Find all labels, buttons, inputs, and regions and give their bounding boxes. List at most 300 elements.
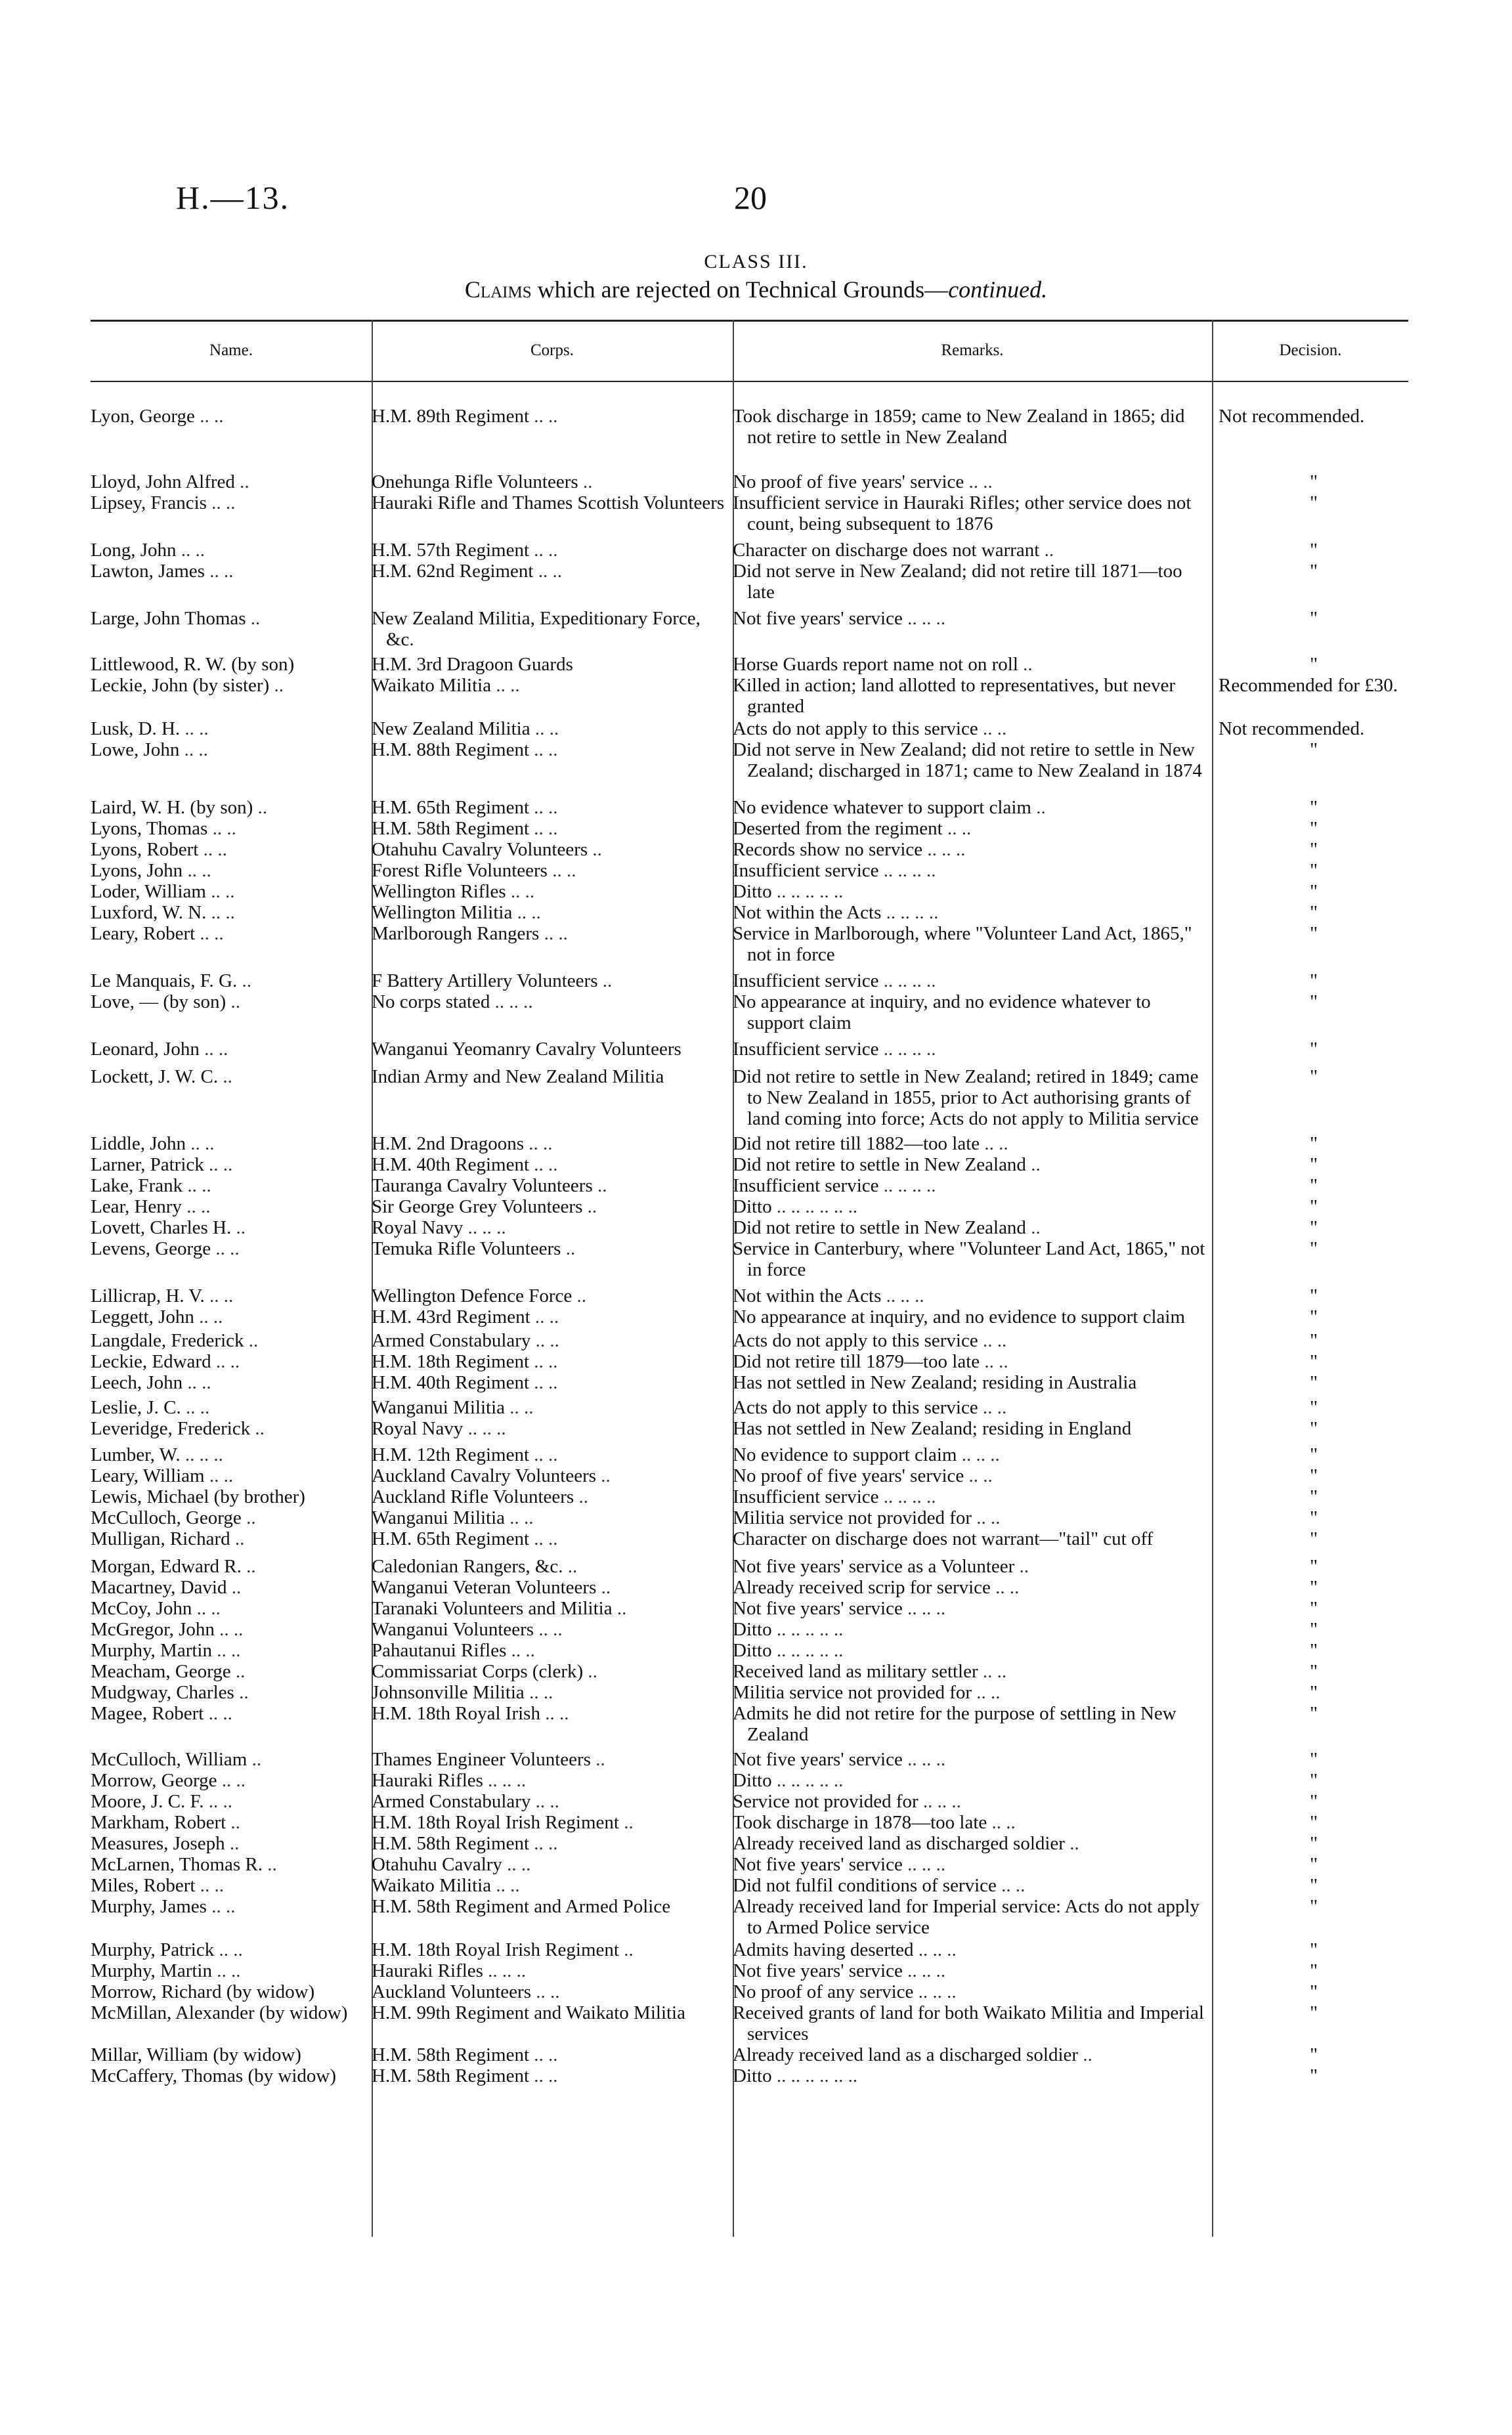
claimant-name-text: Magee, Robert	[91, 1703, 204, 1724]
claimant-name	[91, 1770, 372, 1791]
remarks-cell-text: Already received land as a discharged soldier	[733, 2044, 1079, 2065]
remarks-cell-text: Not five years' service	[733, 1749, 903, 1770]
table-row	[0, 675, 1512, 717]
claimant-name	[91, 860, 372, 881]
decision-cell-text: "	[1310, 1154, 1318, 1175]
remarks-cell-text: Character on discharge does not warrant	[733, 540, 1040, 561]
leader-dots: ..	[1044, 540, 1054, 561]
leader-dots: .. ..	[208, 1703, 232, 1724]
corps-cell	[372, 839, 733, 860]
leader-dots: .. ..	[187, 1372, 211, 1393]
table-row	[0, 1939, 1512, 1960]
remarks-cell	[733, 1791, 1212, 1812]
corps-cell	[372, 561, 733, 582]
claimant-name-text: Lake, Frank	[91, 1175, 183, 1196]
leader-dots: .. .. .. .. .. ..	[776, 1196, 858, 1217]
corps-cell	[372, 1661, 733, 1682]
claimant-name-text: Lloyd, John Alfred	[91, 471, 235, 492]
leader-dots: .. .. ..	[488, 1770, 527, 1791]
table-row	[0, 1703, 1512, 1745]
corps-cell	[372, 1896, 733, 1917]
leader-dots: .. .. ..	[961, 1444, 1000, 1465]
decision-cell	[1212, 1238, 1409, 1259]
remarks-cell	[733, 1854, 1212, 1875]
corps-cell-text: H.M. 18th Royal Irish	[372, 1703, 540, 1724]
leader-dots: .. .. ..	[907, 1749, 946, 1770]
leader-dots: ..	[257, 797, 268, 818]
claimant-name-text: Leggett, John	[91, 1306, 194, 1327]
corps-cell-text: H.M. 18th Royal Irish Regiment	[372, 1939, 619, 1960]
leader-dots: .. ..	[208, 1791, 232, 1812]
leader-dots: ..	[601, 1577, 611, 1598]
decision-cell-text: "	[1310, 2002, 1318, 2023]
leader-dots: .. .. ..	[918, 1981, 957, 2002]
decision-cell	[1212, 1285, 1409, 1306]
decision-cell	[1212, 797, 1409, 818]
claimant-name	[91, 406, 372, 427]
remarks-cell	[733, 1749, 1212, 1770]
corps-cell-text: Wanganui Yeomanry Cavalry Volunteers	[372, 1039, 681, 1060]
remarks-cell-text: Received land as military settler	[733, 1661, 978, 1682]
title-plain: which are rejected on Technical Grounds—	[531, 276, 949, 303]
corps-cell	[372, 991, 733, 1012]
remarks-cell	[733, 1703, 1212, 1745]
leader-dots: .. .. .. ..	[883, 1175, 936, 1196]
leader-dots: ..	[234, 1528, 245, 1549]
remarks-cell-text: Admits he did not retire for the purpose of settling in New Zealand	[733, 1703, 1177, 1745]
leader-dots: .. ..	[984, 1351, 1008, 1372]
remarks-cell	[733, 1486, 1212, 1507]
leader-dots: .. ..	[1001, 1875, 1026, 1896]
decision-cell	[1212, 471, 1409, 492]
claimant-name	[91, 1175, 372, 1196]
table-row	[0, 1330, 1512, 1351]
decision-cell	[1212, 406, 1409, 427]
remarks-cell-text: Acts do not apply to this service	[733, 1330, 978, 1351]
corps-cell	[372, 1812, 733, 1833]
claimant-name	[91, 1285, 372, 1306]
corps-cell	[372, 1465, 733, 1486]
table-row	[0, 2002, 1512, 2044]
decision-cell-text: "	[1310, 1066, 1318, 1087]
remarks-cell	[733, 1896, 1212, 1938]
claimant-name	[91, 1196, 372, 1217]
leader-dots: .. ..	[496, 675, 520, 696]
corps-cell	[372, 1154, 733, 1175]
table-row	[0, 1619, 1512, 1640]
remarks-cell	[733, 1640, 1212, 1661]
leader-dots: .. ..	[209, 1465, 234, 1486]
remarks-cell-text: No appearance at inquiry, and no evidence to support claim	[733, 1306, 1186, 1327]
claimant-name	[91, 492, 372, 513]
remarks-cell	[733, 970, 1212, 991]
corps-cell	[372, 1682, 733, 1703]
claimant-name	[91, 1238, 372, 1259]
claimant-name	[91, 1397, 372, 1418]
leader-dots: .. ..	[204, 1039, 228, 1060]
claimant-name	[91, 1682, 372, 1703]
table-row	[0, 471, 1512, 492]
table-row	[0, 839, 1512, 860]
decision-cell-text: "	[1310, 1854, 1318, 1875]
decision-cell	[1212, 1981, 1409, 2002]
decision-cell	[1212, 1854, 1409, 1875]
decision-cell	[1212, 1507, 1409, 1528]
claimant-name	[91, 818, 372, 839]
corps-cell-text: New Zealand Militia	[372, 718, 530, 739]
remarks-cell	[733, 2065, 1212, 2086]
leader-dots: ..	[255, 1418, 265, 1439]
decision-cell	[1212, 1175, 1409, 1196]
corps-cell	[372, 2065, 733, 2086]
claimant-name-text: McCulloch, William	[91, 1749, 248, 1770]
claimant-name-text: Murphy, Patrick	[91, 1939, 215, 1960]
corps-cell-text: Indian Army and New Zealand Militia	[372, 1066, 664, 1087]
claimant-name-text: Lusk, D. H.	[91, 718, 181, 739]
remarks-cell	[733, 1285, 1212, 1306]
decision-cell-text: "	[1310, 1418, 1318, 1439]
decision-cell-text: "	[1310, 1507, 1318, 1528]
decision-cell-text: "	[1310, 881, 1318, 902]
leader-dots: .. ..	[215, 1238, 240, 1259]
leader-dots: ..	[267, 1854, 277, 1875]
decision-cell-text: "	[1310, 1682, 1318, 1703]
corps-cell	[372, 1444, 733, 1465]
leader-dots: .. ..	[209, 1154, 233, 1175]
leader-dots: .. .. .. .. .. ..	[776, 2065, 858, 2086]
leader-dots: .. ..	[511, 1640, 535, 1661]
leader-dots: .. .. ..	[907, 1960, 946, 1981]
leader-dots: .. ..	[184, 739, 208, 760]
table-row	[0, 1556, 1512, 1577]
leader-dots: .. ..	[212, 818, 236, 839]
claimant-name	[91, 970, 372, 991]
claimant-name	[91, 1372, 372, 1393]
decision-cell-text: "	[1310, 923, 1318, 944]
remarks-cell	[733, 1981, 1212, 2002]
claimant-name	[91, 1703, 372, 1724]
corps-cell-text: H.M. 58th Regiment	[372, 2065, 530, 2086]
leader-dots: ..	[567, 1556, 578, 1577]
corps-cell-text: H.M. 88th Regiment	[372, 739, 530, 760]
table-row	[0, 1066, 1512, 1129]
corps-cell-text: Hauraki Rifles	[372, 1770, 483, 1791]
decision-cell-text: "	[1310, 654, 1318, 675]
corps-cell-text: Royal Navy	[372, 1418, 464, 1439]
corps-cell-text: Royal Navy	[372, 1217, 464, 1238]
corps-cell	[372, 902, 733, 923]
table-row	[0, 1875, 1512, 1896]
remarks-cell	[733, 923, 1212, 965]
corps-cell	[372, 797, 733, 818]
leader-dots: .. ..	[976, 1682, 1001, 1703]
leader-dots: .. ..	[496, 1875, 520, 1896]
leader-dots: ..	[1031, 1154, 1041, 1175]
leader-dots: .. ..	[534, 1351, 558, 1372]
decision-cell-text: "	[1310, 608, 1318, 629]
claimant-name-text: Love, — (by son)	[91, 991, 227, 1012]
remarks-cell	[733, 1556, 1212, 1577]
corps-cell	[372, 1418, 733, 1439]
leader-dots: .. ..	[187, 860, 211, 881]
claimant-name-text: Mudgway, Charles	[91, 1682, 234, 1703]
remarks-cell-text: Not five years' service	[733, 1598, 903, 1619]
decision-cell-text: "	[1310, 540, 1318, 561]
decision-cell	[1212, 839, 1409, 860]
leader-dots: .. ..	[534, 1528, 558, 1549]
corps-cell-text: Caledonian Rangers, &c.	[372, 1556, 563, 1577]
decision-cell-text: "	[1310, 902, 1318, 923]
corps-cell	[372, 1238, 733, 1259]
claimant-name-text: Lockett, J. W. C.	[91, 1066, 219, 1087]
corps-cell	[372, 1306, 733, 1327]
remarks-cell-text: Did not serve in New Zealand; did not retire to settle in New Zealand; discharged in 1871; came to New Zealand in 1874	[733, 739, 1202, 781]
claimant-name	[91, 1444, 372, 1465]
claimant-name	[91, 1133, 372, 1154]
claimant-name	[91, 1896, 372, 1917]
decision-cell	[1212, 1875, 1409, 1896]
leader-dots: ..	[229, 1833, 240, 1854]
decision-cell-text: "	[1310, 1833, 1318, 1854]
corps-cell	[372, 406, 733, 427]
corps-cell-text: H.M. 89th Regiment	[372, 406, 530, 427]
corps-cell-text: New Zealand Militia, Expeditionary Force, &c.	[372, 608, 701, 650]
decision-cell	[1212, 1444, 1409, 1465]
remarks-cell	[733, 1875, 1212, 1896]
remarks-cell	[733, 1397, 1212, 1418]
remarks-cell-text: Records show no service	[733, 839, 923, 860]
corps-cell-text: Wellington Militia	[372, 902, 513, 923]
leader-dots: .. ..	[534, 818, 558, 839]
leader-dots: .. .. .. .. ..	[776, 1640, 844, 1661]
decision-cell-text: "	[1310, 1133, 1318, 1154]
leader-dots: .. ..	[203, 839, 227, 860]
leader-dots: .. ..	[510, 881, 535, 902]
corps-cell	[372, 1528, 733, 1549]
remarks-cell	[733, 1619, 1212, 1640]
remarks-cell	[733, 1577, 1212, 1598]
corps-cell	[372, 1507, 733, 1528]
claimant-name-text: Lumber, W.	[91, 1444, 181, 1465]
claimant-name	[91, 608, 372, 629]
claimant-name	[91, 1875, 372, 1896]
leader-dots: .. ..	[529, 1682, 553, 1703]
leader-dots: .. .. ..	[467, 1217, 506, 1238]
corps-cell	[372, 1960, 733, 1981]
claimant-name	[91, 1939, 372, 1960]
decision-cell-text: "	[1310, 1749, 1318, 1770]
decision-cell	[1212, 1486, 1409, 1507]
remarks-cell	[733, 2044, 1212, 2065]
decision-cell-text: "	[1310, 1175, 1318, 1196]
corps-cell-text: Taranaki Volunteers and Militia	[372, 1598, 613, 1619]
decision-cell	[1212, 1066, 1409, 1087]
decision-cell-text: "	[1310, 561, 1318, 582]
table-row	[0, 1507, 1512, 1528]
claimant-name-text: Leonard, John	[91, 1039, 200, 1060]
leader-dots: .. ..	[211, 492, 236, 513]
claimant-name	[91, 1330, 372, 1351]
remarks-cell-text: Ditto	[733, 2065, 772, 2086]
decision-cell	[1212, 1330, 1409, 1351]
remarks-cell-text: Deserted from the regiment	[733, 818, 943, 839]
corps-cell	[372, 654, 733, 675]
remarks-cell-text: No proof of five years' service	[733, 1465, 964, 1486]
remarks-cell	[733, 860, 1212, 881]
remarks-cell	[733, 1418, 1212, 1439]
decision-cell	[1212, 718, 1409, 739]
leader-dots: ..	[1036, 797, 1046, 818]
corps-cell	[372, 1351, 733, 1372]
corps-cell-text: Auckland Volunteers	[372, 1981, 531, 2002]
table-row	[0, 1812, 1512, 1833]
leader-dots: ..	[251, 1749, 262, 1770]
table-row	[0, 1285, 1512, 1306]
leader-dots: .. ..	[534, 1444, 558, 1465]
remarks-cell-text: Character on discharge does not warrant—"tail" cut off	[733, 1528, 1154, 1549]
claimant-name-text: Moore, J. C. F.	[91, 1791, 204, 1812]
claimant-name-text: McCaffery, Thomas (by widow)	[91, 2065, 336, 2086]
decision-cell-text: "	[1310, 739, 1318, 760]
corps-cell	[372, 718, 733, 739]
table-row	[0, 1465, 1512, 1486]
corps-cell-text: H.M. 58th Regiment	[372, 2044, 530, 2065]
decision-cell-text: "	[1310, 1196, 1318, 1217]
leader-dots: .. ..	[538, 1619, 563, 1640]
remarks-cell-text: Militia service not provided for	[733, 1682, 972, 1703]
table-row	[0, 406, 1512, 448]
table-row	[0, 1854, 1512, 1875]
table-row	[0, 881, 1512, 902]
corps-cell-text: Commissariat Corps (clerk)	[372, 1661, 584, 1682]
leader-dots: ..	[595, 1749, 605, 1770]
leader-dots: .. ..	[534, 406, 558, 427]
leader-dots: ..	[1083, 2044, 1092, 2065]
claimant-name-text: Larner, Patrick	[91, 1154, 204, 1175]
decision-cell	[1212, 1640, 1409, 1661]
decision-cell-text: "	[1310, 839, 1318, 860]
decision-cell	[1212, 1770, 1409, 1791]
decision-cell-text: "	[1310, 1306, 1318, 1327]
corps-cell	[372, 471, 733, 492]
leader-dots: .. ..	[209, 561, 234, 582]
remarks-cell-text: No evidence to support claim	[733, 1444, 957, 1465]
remarks-cell-text: Killed in action; land allotted to representatives, but never granted	[733, 675, 1176, 717]
remarks-cell	[733, 902, 1212, 923]
remarks-cell	[733, 1465, 1212, 1486]
corps-cell-text: Wanganui Militia	[372, 1507, 506, 1528]
decision-cell-text: "	[1310, 991, 1318, 1012]
decision-cell-text: Recommended for £30.	[1219, 675, 1398, 696]
claimant-name	[91, 1812, 372, 1833]
claimant-name-text: Murphy, Martin	[91, 1640, 212, 1661]
corps-cell	[372, 1039, 733, 1060]
leader-dots: ..	[239, 1682, 249, 1703]
decision-cell	[1212, 1833, 1409, 1854]
table-row	[0, 1217, 1512, 1238]
leader-dots: .. ..	[538, 561, 562, 582]
leader-dots: .. ..	[181, 540, 205, 561]
corps-cell-text: Tauranga Cavalry Volunteers	[372, 1175, 593, 1196]
leader-dots: .. ..	[968, 1465, 993, 1486]
remarks-cell-text: Not within the Acts	[733, 902, 882, 923]
claimant-name	[91, 797, 372, 818]
table-row	[0, 608, 1512, 650]
leader-dots: .. .. .. .. ..	[776, 881, 844, 902]
leader-dots: .. .. .. ..	[886, 902, 939, 923]
page-number: 20	[734, 179, 767, 216]
decision-cell-text: "	[1310, 1486, 1318, 1507]
leader-dots: .. ..	[535, 1330, 559, 1351]
decision-cell	[1212, 1812, 1409, 1833]
decision-cell	[1212, 1351, 1409, 1372]
decision-cell-text: Not recommended.	[1219, 718, 1365, 739]
claimant-name-text: Leary, Robert	[91, 923, 196, 944]
decision-cell-text: "	[1310, 1330, 1318, 1351]
claimant-name-text: Long, John	[91, 540, 177, 561]
leader-dots: ..	[250, 608, 261, 629]
corps-cell-text: H.M. 58th Regiment	[372, 1833, 530, 1854]
leader-dots: .. ..	[534, 1154, 558, 1175]
decision-cell	[1212, 1528, 1409, 1549]
remarks-cell-text: Did not retire till 1882—too late	[733, 1133, 980, 1154]
table-row	[0, 2065, 1512, 2086]
corps-cell-text: Onehunga Rifle Volunteers	[372, 471, 578, 492]
remarks-cell-text: Horse Guards report name not on roll	[733, 654, 1018, 675]
claimant-name	[91, 1661, 372, 1682]
leader-dots: ..	[624, 1939, 634, 1960]
table-row	[0, 1598, 1512, 1619]
leader-dots: .. ..	[209, 1285, 234, 1306]
remarks-cell	[733, 818, 1212, 839]
remarks-cell	[733, 654, 1212, 675]
remarks-cell-text: Insufficient service	[733, 1486, 879, 1507]
column-header-decision: Decision.	[1279, 341, 1342, 359]
claimant-name-text: Lovett, Charles H.	[91, 1217, 232, 1238]
corps-cell	[372, 1854, 733, 1875]
corps-cell-text: Temuka Rifle Volunteers	[372, 1238, 561, 1259]
leader-dots: .. ..	[190, 1133, 215, 1154]
claimant-name	[91, 991, 372, 1012]
remarks-cell-text: Took discharge in 1878—too late	[733, 1812, 987, 1833]
corps-cell	[372, 1285, 733, 1306]
leader-dots: ..	[602, 970, 613, 991]
remarks-cell	[733, 797, 1212, 818]
remarks-cell	[733, 1238, 1212, 1280]
leader-dots: ..	[597, 1175, 607, 1196]
remarks-cell-text: Acts do not apply to this service	[733, 718, 978, 739]
claimant-name	[91, 923, 372, 944]
remarks-cell	[733, 1528, 1212, 1549]
claimant-name	[91, 718, 372, 739]
column-header-remarks: Remarks.	[941, 341, 1004, 359]
leader-dots: .. ..	[984, 1133, 1008, 1154]
remarks-cell-text: No appearance at inquiry, and no evidence whatever to support claim	[733, 991, 1151, 1033]
corps-cell-text: Waikato Militia	[372, 675, 492, 696]
leader-dots: .. ..	[534, 2044, 558, 2065]
decision-cell	[1212, 1372, 1409, 1393]
decision-cell	[1212, 675, 1409, 696]
decision-cell	[1212, 923, 1409, 944]
claimant-name	[91, 540, 372, 561]
decision-cell-text: Not recommended.	[1219, 406, 1365, 427]
corps-cell	[372, 1833, 733, 1854]
decision-cell	[1212, 1619, 1409, 1640]
claimant-name-text: Lowe, John	[91, 739, 180, 760]
decision-cell	[1212, 492, 1409, 513]
claimant-name-text: Morgan, Edward R.	[91, 1556, 242, 1577]
decision-cell-text: "	[1310, 1397, 1318, 1418]
